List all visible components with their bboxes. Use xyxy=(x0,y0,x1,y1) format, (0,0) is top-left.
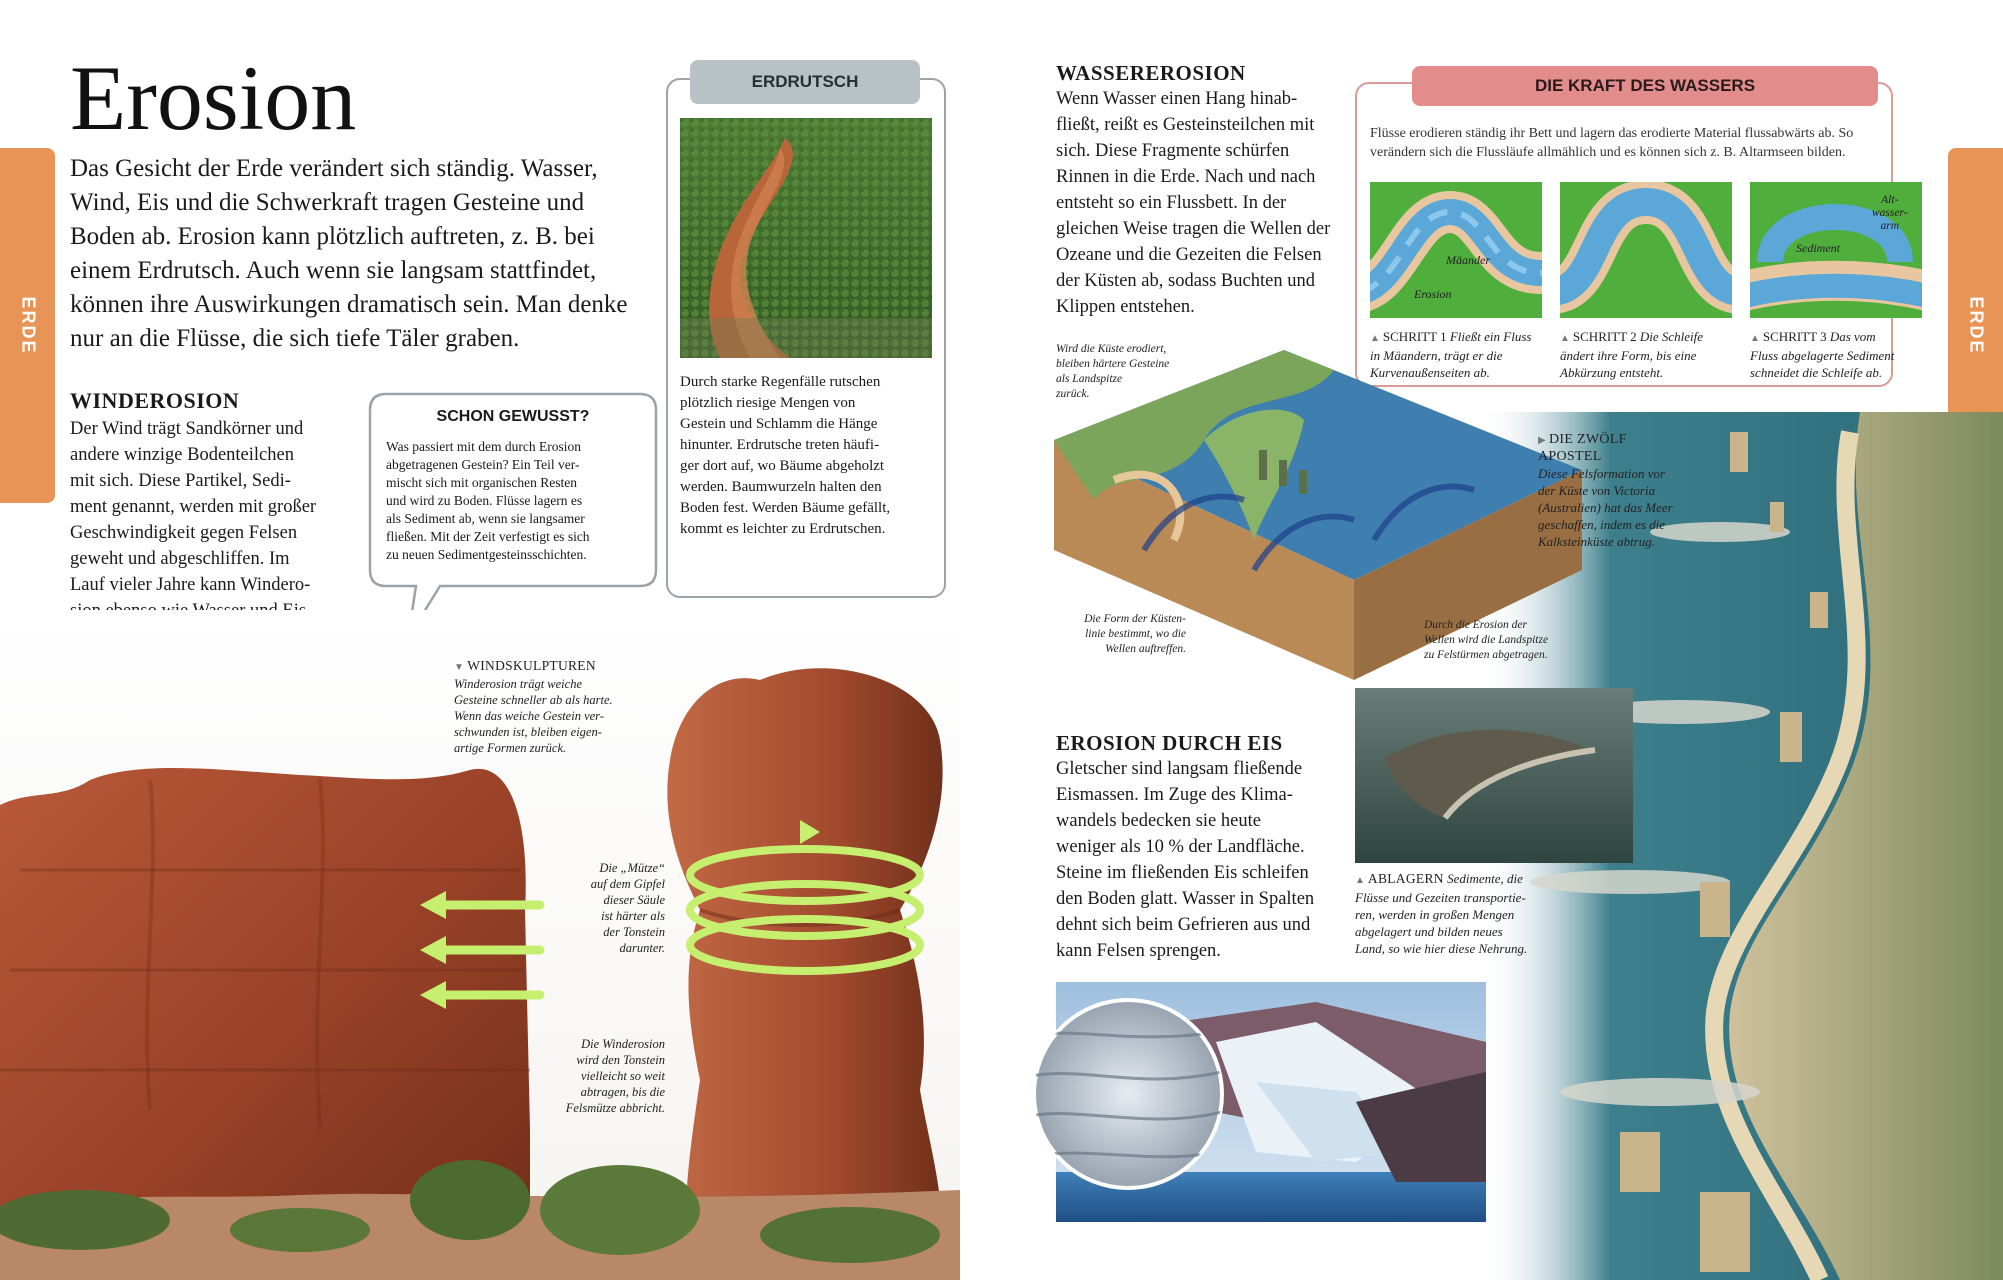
triangle-down-icon: ▼ xyxy=(454,662,465,673)
step-3-caption xyxy=(1750,328,1900,381)
sediment-label: Sediment xyxy=(1796,241,1840,255)
coast-label-bottom-right: Durch die Erosion der Wellen wird die Landspitze zu Felstürmen abgetragen. xyxy=(1424,619,1549,661)
triangle-right-icon: ▶ xyxy=(1538,435,1546,446)
step-1-text: Fließt ein Fluss in Mäandern, trägt er die Kurvenaußenseiten ab. xyxy=(1370,329,1532,380)
ablagern-caption xyxy=(1355,870,1555,957)
erdrutsch-tab-label: ERDRUTSCH xyxy=(751,72,859,91)
kraft-des-wassers-intro: Flüsse erodieren ständig ihr Bett und lagern das erodierte Material flussabwärts ab. So verändern sich die Flussläufe allmählich und es können sich z. B. Altarmseen bilden. xyxy=(1370,126,1854,160)
step-2-head: SCHRITT 2 xyxy=(1572,329,1637,344)
zwoelf-apostel-caption xyxy=(1538,432,1688,550)
altwasserarm-label: Alt- wasser- arm xyxy=(1872,194,1908,232)
windskulpturen-heading: WINDSKULPTUREN xyxy=(467,658,596,673)
chapter-tab-right-label: ERDE xyxy=(1966,296,1987,355)
kraft-des-wassers-tab xyxy=(1412,66,1878,106)
step-1-head: SCHRITT 1 xyxy=(1382,329,1447,344)
erdrutsch-tab xyxy=(690,60,920,104)
muetze-label: Die „Mütze“ auf dem Gipfel dieser Säule ist härter als der Tonstein darunter. xyxy=(590,861,665,955)
ablagern-heading: ABLAGERN xyxy=(1367,871,1444,886)
schon-gewusst-heading: SCHON GEWUSST? xyxy=(436,408,590,425)
maeander-label: Mäander xyxy=(1446,253,1490,267)
meander-step-1-diagram xyxy=(1370,182,1542,318)
schon-gewusst-text: Was passiert mit dem durch Erosion abgetragenen Gestein? Ein Teil ver- mischt sich mit organischen Resten und wird zu Boden. Flüsse lagern es als Sediment ab, wenn sie langsamer fließen. Mit der Zeit verfestigt es sich zu neuen Sedimentgesteinsschichten. xyxy=(386,439,590,562)
step-2-caption xyxy=(1560,328,1732,381)
page-title: Erosion xyxy=(70,47,357,149)
erdrutsch-text: Durch starke Regenfälle rutschen plötzlich riesige Mengen von Gestein und Schlamm die Hänge hinunter. Erdrutsche treten häufi- ger dort auf, wo Bäume abgeholzt werden. Baumwurzeln halten den Boden fest. Werden Bäume gefällt, kommt es leichter zu Erdrutschen. xyxy=(680,374,891,537)
ablagern-text: Sedimente, die Flüsse und Gezeiten transportie- ren, werden in großen Mengen abgelagert und bilden neues Land, so wie hier diese Nehrung. xyxy=(1355,871,1528,956)
coast-label-top: Wird die Küste erodiert, bleiben härtere Gesteine als Landspitze zurück. xyxy=(1056,343,1170,400)
intro-text: Das Gesicht der Erde verändert sich ständig. Wasser, Wind, Eis und die Schwerkraft tragen Gesteine und Boden ab. Erosion kann plötzlich auftreten, z. B. bei einem Erdrutsch. Auch wenn sie langsam stattfindet, können ihre Auswirkungen dramatisch sein. Man denke nur an die Flüsse, die sich tiefe Täler graben. xyxy=(70,155,628,352)
chapter-tab-left-label: ERDE xyxy=(18,296,39,355)
wassererosion-heading: WASSEREROSION xyxy=(1056,61,1246,85)
erosion-eis-heading: EROSION DURCH EIS xyxy=(1056,731,1283,755)
chapter-tab-left xyxy=(0,148,55,503)
spit-photo xyxy=(1355,688,1633,863)
windskulpturen-caption xyxy=(454,658,654,756)
zwoelf-apostel-heading: DIE ZWÖLF APOSTEL xyxy=(1538,432,1627,464)
winderosion-heading: WINDEROSION xyxy=(70,388,240,413)
step-3-head: SCHRITT 3 xyxy=(1762,329,1827,344)
meander-step-2-diagram xyxy=(1560,182,1732,318)
landslide-photo xyxy=(680,118,932,358)
triangle-up-icon: ▲ xyxy=(1560,333,1570,344)
erosion-label: Erosion xyxy=(1414,287,1452,301)
triangle-up-icon: ▲ xyxy=(1355,875,1365,886)
triangle-up-icon: ▲ xyxy=(1370,333,1380,344)
tonstein-label: Die Winderosion wird den Tonstein vielleicht so weit abtragen, bis die Felsmütze abbricht. xyxy=(565,1037,665,1115)
windskulpturen-text: Winderosion trägt weiche Gesteine schneller ab als harte. Wenn das weiche Gestein ver- schwunden ist, bleiben eigen- artige Formen zurück. xyxy=(454,677,613,755)
coast-label-bottom-left: Die Form der Küsten- linie bestimmt, wo die Wellen auftreffen. xyxy=(1084,613,1186,655)
erosion-eis-text: Gletscher sind langsam fließende Eismassen. Im Zuge des Klima- wandels bedecken sie heute weniger als 10 % der Landfläche. Steine im fließenden Eis schleifen den Boden glatt. Wasser in Spalten dehnt sich beim Gefrieren aus und kann Felsen sprengen. xyxy=(1056,759,1315,961)
winderosion-text: Der Wind trägt Sandkörner und andere winzige Bodenteilchen mit sich. Diese Partikel, Sedi- ment genannt, werden mit großer Geschwindigkeit gegen Felsen geweht und abgeschliffen. Im Lauf vieler Jahre kann Windero- xyxy=(70,419,317,595)
ice-closeup-inset xyxy=(1030,996,1226,1192)
step-2-text: Die Schleife ändert ihre Form, bis eine Abkürzung entsteht. xyxy=(1560,329,1704,380)
zwoelf-apostel-text: Diese Felsformation vor der Küste von Victoria (Australien) hat das Meer geschaffen, indem es die Kalksteinküste abtrug. xyxy=(1538,466,1673,549)
kraft-des-wassers-tab-label: DIE KRAFT DES WASSERS xyxy=(1534,76,1756,95)
triangle-up-icon: ▲ xyxy=(1750,333,1760,344)
step-3-text: Das vom Fluss abgelagerte Sediment schneidet die Schleife ab. xyxy=(1750,329,1895,380)
wassererosion-text: Wenn Wasser einen Hang hinab- fließt, reißt es Gesteinsteilchen mit sich. Diese Fragmente schürfen Rinnen in die Erde. Nach und nach entsteht so ein Flussbett. In der gleichen Weise tragen die Wellen der Ozeane und die Gezeiten die Felsen der Küsten ab, sodass Buchten und Klippen entstehen. xyxy=(1056,89,1331,317)
